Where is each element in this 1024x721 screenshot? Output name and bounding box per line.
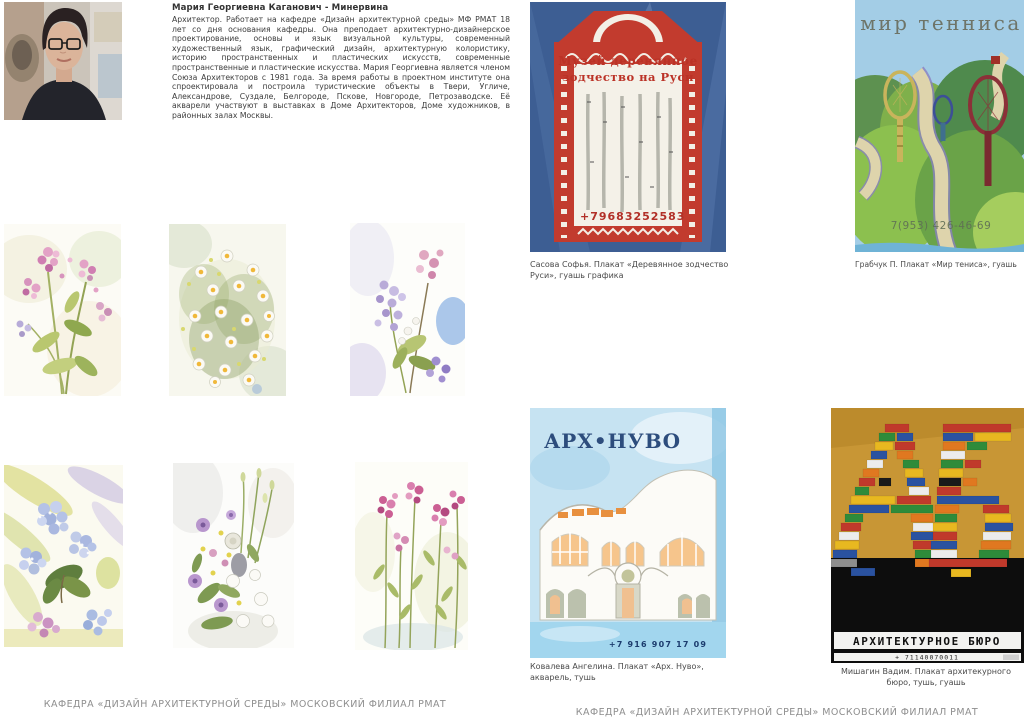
- footer-right: КАФЕДРА «ДИЗАЙН АРХИТЕКТУРНОЙ СРЕДЫ» МОСКОВСКИЙ ФИЛИАЛ РМАТ: [575, 707, 979, 718]
- poster-art-nouveau: [530, 408, 726, 658]
- portrait-photo-image: [4, 2, 122, 120]
- bio-name: Мария Георгиевна Каганович - Минервина: [172, 3, 389, 13]
- caption-nouveau-poster: Ковалева Ангелина. Плакат «Арх. Нуво», акварель, тушь: [530, 662, 704, 682]
- watercolor-pink-bouquet: [4, 224, 121, 396]
- caption-tennis-poster: Грабчук П. Плакат «Мир тениса», гуашь: [855, 260, 1017, 269]
- footer-left: КАФЕДРА «ДИЗАЙН АРХИТЕКТУРНОЙ СРЕДЫ» МОСКОВСКИЙ ФИЛИАЛ РМАТ: [43, 699, 447, 710]
- watercolor-lilac: [350, 223, 465, 396]
- poster-nouveau-phone: +7 916 907 17 09: [608, 640, 708, 649]
- watercolor-phlox: [355, 462, 468, 650]
- bio-text: Архитектор. Работает на кафедре «Дизайн архитектурной среды» МФ РМАТ 18 лет со дня основания кафедры. Она преподает архитектурно-дизайнерское проектирование, основы и язык визуальной культуры, современный художественный язык, графический дизайн, архитектурную колористику, историю пространственных и пластических искусств, современные пространственные и пластические искусства. Мария Георгиевна является членом Союза Архитекторов с 1981 года. За время работы в проектном институте она спроектировала и построила туристические объекты в Твери, Угличе, Александрове, Суздале, Белгороде, Пскове, Новгороде, Петрозаводске. Её акварели участвуют в выставках в Доме Архитекторов, Доме художников, в районных залах Москвы.: [172, 15, 510, 120]
- watercolor-hydrangea: [4, 465, 123, 647]
- poster-bureau-phone: + 71140070011: [895, 653, 959, 662]
- poster-wood-architecture: [530, 2, 726, 252]
- caption-bureau-poster: Мишагин Вадим. Плакат архитекурного бюро, тушь, гуашь: [840, 667, 1012, 687]
- watercolor-daisies: [169, 224, 286, 396]
- poster-tennis-world: [855, 0, 1024, 252]
- poster-tennis-phone: 7(953) 426-46-69: [890, 220, 992, 232]
- poster-nouveau-title: АРХ•НУВО: [544, 429, 682, 453]
- poster-wood-title-line1: Музей деревянное: [558, 54, 698, 68]
- poster-tennis-title: мир тенниса: [860, 11, 1022, 35]
- poster-architecture-bureau: [831, 408, 1024, 663]
- portrait-photo: [4, 2, 122, 120]
- poster-wood-phone: +79683252583: [580, 210, 686, 223]
- bio-block: [172, 3, 510, 121]
- watercolor-mixed-bouquet: [173, 463, 294, 648]
- caption-wood-poster: Сасова Софья. Плакат «Деревянное зодчество Руси», гуашь графика: [530, 260, 729, 280]
- poster-wood-title-line2: зодчество на Руси: [561, 70, 695, 84]
- poster-bureau-label: [1003, 655, 1019, 661]
- poster-bureau-sign: АРХИТЕКТУРНОЕ БЮРО: [852, 635, 1002, 648]
